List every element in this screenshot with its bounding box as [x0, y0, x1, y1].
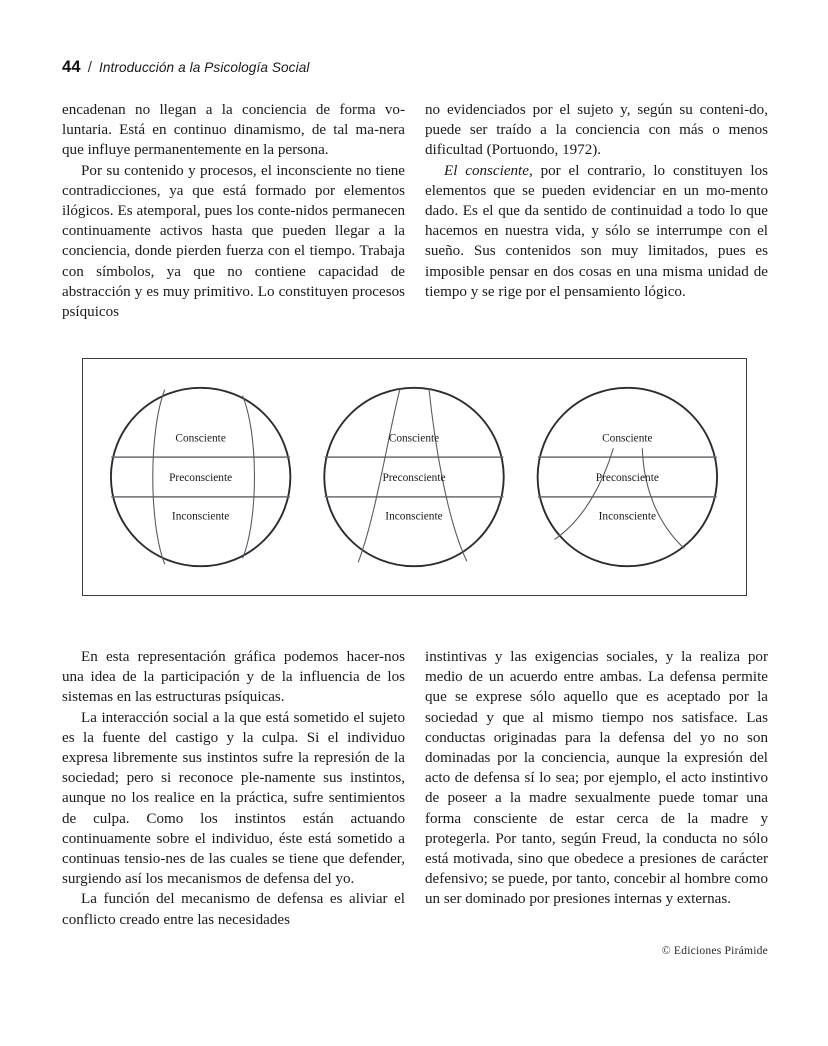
column-bottom-right: [425, 647, 768, 910]
diagram-3: [538, 388, 717, 566]
diagram-2: [324, 388, 503, 566]
page-number: 44: [62, 58, 81, 76]
paragraph: En esta representación gráfica podemos hacer-nos una idea de la participación y de la influencia de los sistemas en las estructuras psíquicas.: [62, 649, 405, 706]
column-top-left: [62, 100, 405, 322]
diagram-3-label-consciente: Consciente: [602, 432, 653, 445]
diagram-2-label-preconsciente: Preconsciente: [382, 471, 446, 484]
diagram-2-label-consciente: Consciente: [388, 432, 440, 445]
diagram-1-arc-left: [153, 390, 165, 565]
book-title: Introducción a la Psicología Social: [98, 60, 310, 75]
figure-psychic-structures: [82, 358, 747, 596]
column-bottom-left: [62, 647, 405, 930]
paragraph: Por su contenido y procesos, el inconsciente no tiene contradicciones, ya que está formado por elementos ilógicos. Es atemporal, pues los conte-nidos permanecen continuamente activos hasta que pueden llegar a la conciencia, donde pierden fuerza con el tiempo. Trabaja con símbolos, ya que no contiene capacidad de abstracción y es muy primitivo. Lo constituyen procesos psíquicos: [62, 162, 405, 321]
paragraph: La función del mecanismo de defensa es aliviar el conflicto creado entre las necesidades: [62, 891, 405, 928]
paragraph: [425, 161, 768, 302]
paragraph: instintivas y las exigencias sociales, y la realiza por medio de un acuerdo entre ambas. La defensa permite que se exprese sólo aquello que es aceptado por la sociedad y que al mismo tiempo nos satisface. Las conductas originadas para la defensa del yo no son dominadas por la conciencia, aunque la expresión del acto de defensa sí lo sea; por ejemplo, el acto instintivo de poseer a la madre sexualmente puede tomar una forma consciente de estar cerca de la madre y protegerla. Por tanto, según Freud, la conducta no sólo está motivada, sino que obedece a presiones de carácter defensivo; se puede, por tanto, concebir al hombre como un ser dominado por presiones internas y externas.: [425, 649, 768, 908]
footer-copyright: © Ediciones Pirámide: [661, 944, 768, 957]
paragraph-rest: por el contrario, lo constituyen los elementos que se pueden evidenciar en un mo-mento dado. Es el que da sentido de continuidad a todo lo que hacemos en nuestra vida, y sólo se interrumpe con el sueño. Sus contenidos son muy limitados, pues es imposible pensar en dos cosas en una misma unidad de tiempo y se rige por el pensamiento lógico.: [425, 162, 768, 300]
paragraph: no evidenciados por el sujeto y, según su conteni-do, puede ser traído a la conciencia con más o menos dificultad (Portuondo, 1972).: [425, 102, 768, 159]
diagram-1-label-consciente: Consciente: [175, 432, 226, 445]
emphasis-el-consciente: El consciente,: [444, 162, 533, 179]
paragraph: La interacción social a la que está sometido el sujeto es la fuente del castigo y la culpa. Si el individuo expresa libremente sus instintos sufre la represión de la sociedad; pero si reconoce ple-namente sus instintos, aunque no los realice en la práctica, sufre sentimientos de culpa. Como los instintos están actuando continuamente sobre el individuo, éste está sometido a continuas tensio-nes de las cuales se tiene que defender, surgiendo así los mecanismos de defensa del yo.: [62, 709, 405, 888]
running-head: [62, 58, 309, 77]
diagram-3-label-preconsciente: Preconsciente: [595, 471, 659, 484]
diagram-1-arc-right: [243, 396, 255, 559]
diagram-1-label-preconsciente: Preconsciente: [169, 471, 233, 484]
diagram-3-arc-right: [642, 448, 684, 548]
diagram-1: [111, 388, 290, 566]
paragraph: encadenan no llegan a la conciencia de forma vo-luntaria. Está en continuo dinamismo, de tal ma-nera que influye permanentemente en la persona.: [62, 102, 405, 159]
header-separator: /: [87, 59, 92, 76]
column-top-right: [425, 100, 768, 302]
figure-svg: [83, 359, 746, 595]
diagram-1-label-inconsciente: Inconsciente: [171, 510, 230, 523]
diagram-3-label-inconsciente: Inconsciente: [598, 510, 657, 523]
diagram-2-label-inconsciente: Inconsciente: [385, 510, 443, 523]
diagram-3-arc-left: [555, 448, 614, 539]
